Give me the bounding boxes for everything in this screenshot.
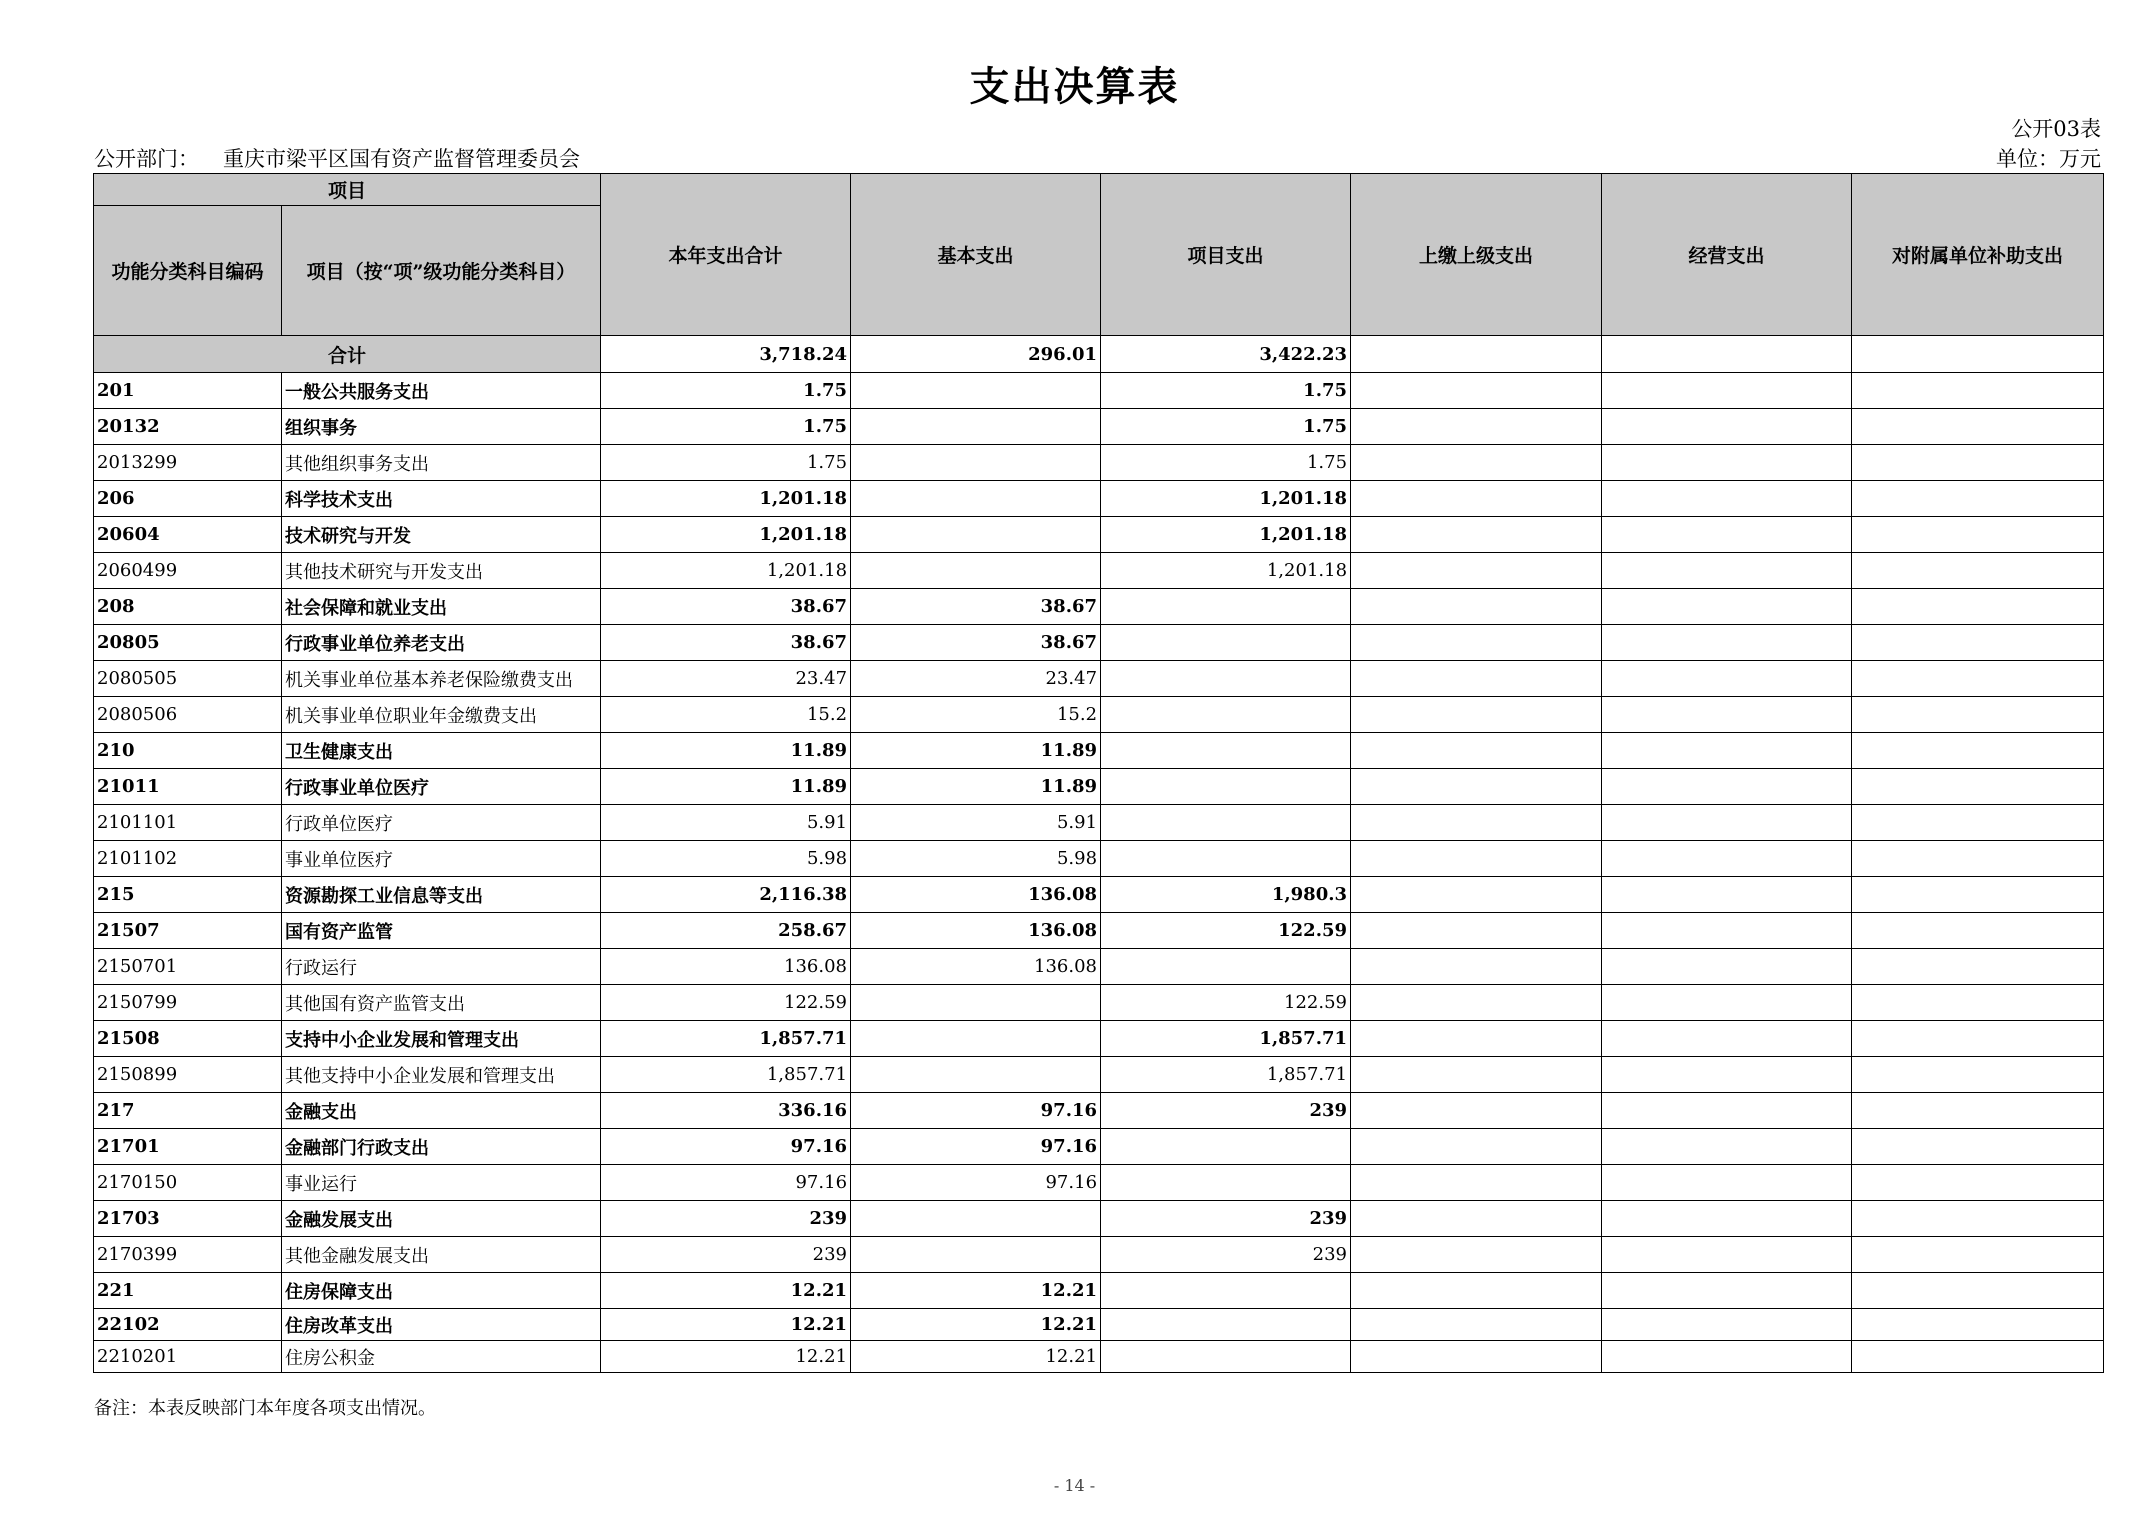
cell-code: 221 bbox=[94, 1273, 282, 1309]
cell-operating bbox=[1602, 1201, 1852, 1237]
cell-subsidy bbox=[1852, 625, 2104, 661]
cell-subsidy bbox=[1852, 445, 2104, 481]
header-subsidy: 对附属单位补助支出 bbox=[1852, 174, 2104, 336]
table-row bbox=[94, 1341, 2104, 1373]
cell-project: 1.75 bbox=[1101, 445, 1351, 481]
cell-basic: 97.16 bbox=[851, 1093, 1101, 1129]
cell-name: 事业单位医疗 bbox=[282, 841, 601, 877]
cell-operating bbox=[1602, 985, 1852, 1021]
table-row bbox=[94, 589, 2104, 625]
table-row bbox=[94, 913, 2104, 949]
cell-name: 住房保障支出 bbox=[282, 1273, 601, 1309]
cell-operating bbox=[1602, 769, 1852, 805]
cell-project: 122.59 bbox=[1101, 985, 1351, 1021]
cell-upper bbox=[1351, 1021, 1602, 1057]
cell-basic bbox=[851, 1201, 1101, 1237]
cell-total: 1,857.71 bbox=[601, 1021, 851, 1057]
cell-name: 其他金融发展支出 bbox=[282, 1237, 601, 1273]
cell-subsidy bbox=[1852, 985, 2104, 1021]
cell-code: 21507 bbox=[94, 913, 282, 949]
cell-code: 2080506 bbox=[94, 697, 282, 733]
cell-upper bbox=[1351, 1273, 1602, 1309]
page-number: - 14 - bbox=[1053, 1476, 1096, 1495]
cell-subsidy bbox=[1852, 769, 2104, 805]
cell-basic bbox=[851, 1021, 1101, 1057]
table-row bbox=[94, 1201, 2104, 1237]
cell-code: 22102 bbox=[94, 1309, 282, 1341]
cell-project: 1,857.71 bbox=[1101, 1057, 1351, 1093]
cell-upper bbox=[1351, 409, 1602, 445]
cell-name: 机关事业单位职业年金缴费支出 bbox=[282, 697, 601, 733]
cell-total: 1,201.18 bbox=[601, 481, 851, 517]
cell-operating bbox=[1602, 1165, 1852, 1201]
cell-subsidy bbox=[1852, 553, 2104, 589]
cell-operating bbox=[1602, 661, 1852, 697]
cell-project bbox=[1101, 805, 1351, 841]
cell-total: 1,857.71 bbox=[601, 1057, 851, 1093]
cell-name: 机关事业单位基本养老保险缴费支出 bbox=[282, 661, 601, 697]
cell-operating bbox=[1602, 1237, 1852, 1273]
cell-code: 2101102 bbox=[94, 841, 282, 877]
cell-subsidy bbox=[1852, 1273, 2104, 1309]
cell-operating bbox=[1602, 913, 1852, 949]
cell-operating bbox=[1602, 1341, 1852, 1373]
cell-operating bbox=[1602, 517, 1852, 553]
cell-name: 行政事业单位养老支出 bbox=[282, 625, 601, 661]
cell-basic bbox=[851, 517, 1101, 553]
cell-upper bbox=[1351, 373, 1602, 409]
cell-project bbox=[1101, 733, 1351, 769]
cell-operating bbox=[1602, 445, 1852, 481]
table-row bbox=[94, 481, 2104, 517]
cell-code: 21011 bbox=[94, 769, 282, 805]
cell-basic: 136.08 bbox=[851, 913, 1101, 949]
table-row bbox=[94, 985, 2104, 1021]
cell-project bbox=[1101, 841, 1351, 877]
cell-name: 支持中小企业发展和管理支出 bbox=[282, 1021, 601, 1057]
cell-subsidy bbox=[1852, 913, 2104, 949]
cell-subsidy bbox=[1852, 481, 2104, 517]
cell-operating bbox=[1602, 1273, 1852, 1309]
table-row bbox=[94, 1057, 2104, 1093]
cell-upper bbox=[1351, 661, 1602, 697]
cell-code: 21508 bbox=[94, 1021, 282, 1057]
cell-total: 136.08 bbox=[601, 949, 851, 985]
form-number: 公开03表 bbox=[2011, 117, 2101, 141]
cell-name: 其他国有资产监管支出 bbox=[282, 985, 601, 1021]
cell-name: 金融发展支出 bbox=[282, 1201, 601, 1237]
cell-upper bbox=[1351, 445, 1602, 481]
cell-subsidy bbox=[1852, 1309, 2104, 1341]
cell-basic: 5.98 bbox=[851, 841, 1101, 877]
cell-upper bbox=[1351, 769, 1602, 805]
cell-name: 卫生健康支出 bbox=[282, 733, 601, 769]
cell-basic: 15.2 bbox=[851, 697, 1101, 733]
cell-total: 11.89 bbox=[601, 733, 851, 769]
cell-operating bbox=[1602, 373, 1852, 409]
table-row bbox=[94, 661, 2104, 697]
cell-subsidy bbox=[1852, 1093, 2104, 1129]
cell-code: 2170150 bbox=[94, 1165, 282, 1201]
cell-name: 事业运行 bbox=[282, 1165, 601, 1201]
cell-upper bbox=[1351, 553, 1602, 589]
cell-project bbox=[1101, 697, 1351, 733]
cell-project: 1,857.71 bbox=[1101, 1021, 1351, 1057]
cell-name: 技术研究与开发 bbox=[282, 517, 601, 553]
cell-project bbox=[1101, 1273, 1351, 1309]
cell-code: 20132 bbox=[94, 409, 282, 445]
cell-project bbox=[1101, 949, 1351, 985]
table-row bbox=[94, 1309, 2104, 1341]
cell-code: 2150899 bbox=[94, 1057, 282, 1093]
table-row bbox=[94, 1165, 2104, 1201]
total-operating bbox=[1602, 336, 1852, 373]
total-row bbox=[94, 336, 2104, 373]
department-line bbox=[94, 143, 580, 173]
table-row bbox=[94, 697, 2104, 733]
table-row bbox=[94, 1093, 2104, 1129]
cell-code: 2013299 bbox=[94, 445, 282, 481]
cell-upper bbox=[1351, 949, 1602, 985]
cell-code: 206 bbox=[94, 481, 282, 517]
cell-operating bbox=[1602, 1057, 1852, 1093]
cell-basic bbox=[851, 373, 1101, 409]
table-row bbox=[94, 841, 2104, 877]
cell-subsidy bbox=[1852, 661, 2104, 697]
cell-code: 2210201 bbox=[94, 1341, 282, 1373]
cell-basic: 11.89 bbox=[851, 769, 1101, 805]
table-row bbox=[94, 733, 2104, 769]
department-name: 重庆市梁平区国有资产监督管理委员会 bbox=[223, 147, 580, 171]
cell-subsidy bbox=[1852, 1165, 2104, 1201]
cell-project bbox=[1101, 1129, 1351, 1165]
cell-name: 行政单位医疗 bbox=[282, 805, 601, 841]
cell-name: 其他技术研究与开发支出 bbox=[282, 553, 601, 589]
header-basic: 基本支出 bbox=[851, 174, 1101, 336]
cell-code: 2170399 bbox=[94, 1237, 282, 1273]
cell-project bbox=[1101, 769, 1351, 805]
table-row bbox=[94, 769, 2104, 805]
cell-name: 社会保障和就业支出 bbox=[282, 589, 601, 625]
cell-code: 201 bbox=[94, 373, 282, 409]
cell-basic bbox=[851, 409, 1101, 445]
cell-upper bbox=[1351, 1201, 1602, 1237]
cell-basic: 38.67 bbox=[851, 589, 1101, 625]
cell-upper bbox=[1351, 517, 1602, 553]
table-row bbox=[94, 445, 2104, 481]
cell-operating bbox=[1602, 877, 1852, 913]
cell-operating bbox=[1602, 949, 1852, 985]
cell-code: 208 bbox=[94, 589, 282, 625]
cell-total: 38.67 bbox=[601, 625, 851, 661]
cell-project: 1,980.3 bbox=[1101, 877, 1351, 913]
cell-name: 其他组织事务支出 bbox=[282, 445, 601, 481]
cell-code: 21703 bbox=[94, 1201, 282, 1237]
cell-name: 科学技术支出 bbox=[282, 481, 601, 517]
cell-code: 210 bbox=[94, 733, 282, 769]
cell-upper bbox=[1351, 1309, 1602, 1341]
cell-code: 20805 bbox=[94, 625, 282, 661]
department-label: 公开部门： bbox=[94, 147, 199, 171]
cell-project bbox=[1101, 625, 1351, 661]
unit-label: 单位：万元 bbox=[1996, 147, 2101, 171]
cell-total: 11.89 bbox=[601, 769, 851, 805]
cell-project: 1,201.18 bbox=[1101, 553, 1351, 589]
cell-upper bbox=[1351, 1341, 1602, 1373]
cell-basic: 5.91 bbox=[851, 805, 1101, 841]
cell-name: 组织事务 bbox=[282, 409, 601, 445]
cell-operating bbox=[1602, 481, 1852, 517]
cell-total: 5.98 bbox=[601, 841, 851, 877]
cell-project: 239 bbox=[1101, 1237, 1351, 1273]
cell-code: 2080505 bbox=[94, 661, 282, 697]
cell-basic: 136.08 bbox=[851, 949, 1101, 985]
total-label: 合计 bbox=[94, 336, 601, 373]
cell-operating bbox=[1602, 1093, 1852, 1129]
cell-basic bbox=[851, 553, 1101, 589]
cell-upper bbox=[1351, 589, 1602, 625]
cell-project bbox=[1101, 661, 1351, 697]
table-row bbox=[94, 949, 2104, 985]
cell-basic bbox=[851, 1057, 1101, 1093]
cell-subsidy bbox=[1852, 1237, 2104, 1273]
cell-upper bbox=[1351, 1237, 1602, 1273]
cell-code: 2150799 bbox=[94, 985, 282, 1021]
cell-name: 国有资产监管 bbox=[282, 913, 601, 949]
cell-total: 5.91 bbox=[601, 805, 851, 841]
cell-total: 97.16 bbox=[601, 1129, 851, 1165]
table-row bbox=[94, 553, 2104, 589]
header-total: 本年支出合计 bbox=[601, 174, 851, 336]
cell-project: 1.75 bbox=[1101, 373, 1351, 409]
cell-upper bbox=[1351, 733, 1602, 769]
cell-subsidy bbox=[1852, 1021, 2104, 1057]
cell-upper bbox=[1351, 1129, 1602, 1165]
cell-basic: 11.89 bbox=[851, 733, 1101, 769]
cell-name: 住房改革支出 bbox=[282, 1309, 601, 1341]
total-amount: 3,718.24 bbox=[601, 336, 851, 373]
cell-operating bbox=[1602, 1021, 1852, 1057]
cell-upper bbox=[1351, 481, 1602, 517]
cell-project: 1,201.18 bbox=[1101, 481, 1351, 517]
cell-total: 1.75 bbox=[601, 373, 851, 409]
table-row bbox=[94, 877, 2104, 913]
cell-project bbox=[1101, 589, 1351, 625]
cell-code: 21701 bbox=[94, 1129, 282, 1165]
cell-operating bbox=[1602, 625, 1852, 661]
cell-subsidy bbox=[1852, 841, 2104, 877]
table-row bbox=[94, 805, 2104, 841]
table-row bbox=[94, 409, 2104, 445]
cell-project bbox=[1101, 1165, 1351, 1201]
cell-upper bbox=[1351, 805, 1602, 841]
cell-project: 122.59 bbox=[1101, 913, 1351, 949]
cell-subsidy bbox=[1852, 1341, 2104, 1373]
cell-code: 2101101 bbox=[94, 805, 282, 841]
total-subsidy bbox=[1852, 336, 2104, 373]
cell-name: 行政运行 bbox=[282, 949, 601, 985]
cell-upper bbox=[1351, 1165, 1602, 1201]
cell-code: 215 bbox=[94, 877, 282, 913]
table-row bbox=[94, 1237, 2104, 1273]
header-upper: 上缴上级支出 bbox=[1351, 174, 1602, 336]
table-row bbox=[94, 373, 2104, 409]
cell-total: 122.59 bbox=[601, 985, 851, 1021]
cell-subsidy bbox=[1852, 1057, 2104, 1093]
cell-total: 1.75 bbox=[601, 445, 851, 481]
cell-basic bbox=[851, 985, 1101, 1021]
cell-upper bbox=[1351, 985, 1602, 1021]
cell-basic: 12.21 bbox=[851, 1341, 1101, 1373]
cell-total: 38.67 bbox=[601, 589, 851, 625]
cell-name: 金融支出 bbox=[282, 1093, 601, 1129]
cell-total: 258.67 bbox=[601, 913, 851, 949]
cell-name: 一般公共服务支出 bbox=[282, 373, 601, 409]
cell-total: 336.16 bbox=[601, 1093, 851, 1129]
header-project: 项目 bbox=[94, 174, 601, 206]
cell-basic: 12.21 bbox=[851, 1273, 1101, 1309]
cell-name: 资源勘探工业信息等支出 bbox=[282, 877, 601, 913]
cell-basic: 97.16 bbox=[851, 1165, 1101, 1201]
header-operating: 经营支出 bbox=[1602, 174, 1852, 336]
cell-total: 1,201.18 bbox=[601, 553, 851, 589]
cell-total: 23.47 bbox=[601, 661, 851, 697]
cell-code: 217 bbox=[94, 1093, 282, 1129]
cell-operating bbox=[1602, 841, 1852, 877]
table-row bbox=[94, 1021, 2104, 1057]
cell-subsidy bbox=[1852, 517, 2104, 553]
cell-basic: 23.47 bbox=[851, 661, 1101, 697]
cell-operating bbox=[1602, 733, 1852, 769]
cell-project bbox=[1101, 1341, 1351, 1373]
cell-project: 239 bbox=[1101, 1093, 1351, 1129]
page-title: 支出决算表 bbox=[969, 63, 1180, 110]
table-row bbox=[94, 625, 2104, 661]
cell-code: 2060499 bbox=[94, 553, 282, 589]
cell-subsidy bbox=[1852, 949, 2104, 985]
cell-basic: 12.21 bbox=[851, 1309, 1101, 1341]
cell-basic bbox=[851, 445, 1101, 481]
cell-total: 1,201.18 bbox=[601, 517, 851, 553]
cell-upper bbox=[1351, 1093, 1602, 1129]
cell-total: 12.21 bbox=[601, 1273, 851, 1309]
cell-upper bbox=[1351, 877, 1602, 913]
cell-total: 1.75 bbox=[601, 409, 851, 445]
cell-operating bbox=[1602, 805, 1852, 841]
cell-operating bbox=[1602, 1129, 1852, 1165]
cell-basic: 38.67 bbox=[851, 625, 1101, 661]
expenditure-table bbox=[93, 173, 2104, 1373]
cell-basic bbox=[851, 1237, 1101, 1273]
cell-total: 12.21 bbox=[601, 1309, 851, 1341]
table-row bbox=[94, 1273, 2104, 1309]
cell-code: 2150701 bbox=[94, 949, 282, 985]
cell-subsidy bbox=[1852, 409, 2104, 445]
cell-subsidy bbox=[1852, 1201, 2104, 1237]
cell-total: 97.16 bbox=[601, 1165, 851, 1201]
cell-subsidy bbox=[1852, 697, 2104, 733]
table-row bbox=[94, 1129, 2104, 1165]
cell-upper bbox=[1351, 697, 1602, 733]
cell-upper bbox=[1351, 841, 1602, 877]
cell-name: 住房公积金 bbox=[282, 1341, 601, 1373]
cell-upper bbox=[1351, 625, 1602, 661]
total-upper bbox=[1351, 336, 1602, 373]
total-project: 3,422.23 bbox=[1101, 336, 1351, 373]
cell-name: 行政事业单位医疗 bbox=[282, 769, 601, 805]
cell-total: 12.21 bbox=[601, 1341, 851, 1373]
total-basic: 296.01 bbox=[851, 336, 1101, 373]
cell-total: 2,116.38 bbox=[601, 877, 851, 913]
cell-subsidy bbox=[1852, 733, 2104, 769]
cell-basic bbox=[851, 481, 1101, 517]
cell-total: 239 bbox=[601, 1201, 851, 1237]
cell-project bbox=[1101, 1309, 1351, 1341]
cell-operating bbox=[1602, 697, 1852, 733]
cell-name: 金融部门行政支出 bbox=[282, 1129, 601, 1165]
cell-project: 1,201.18 bbox=[1101, 517, 1351, 553]
header-project-expense: 项目支出 bbox=[1101, 174, 1351, 336]
cell-project: 239 bbox=[1101, 1201, 1351, 1237]
cell-subsidy bbox=[1852, 589, 2104, 625]
cell-subsidy bbox=[1852, 805, 2104, 841]
cell-operating bbox=[1602, 553, 1852, 589]
cell-project: 1.75 bbox=[1101, 409, 1351, 445]
header-name: 项目（按“项”级功能分类科目） bbox=[282, 206, 601, 336]
cell-operating bbox=[1602, 1309, 1852, 1341]
cell-basic: 136.08 bbox=[851, 877, 1101, 913]
cell-subsidy bbox=[1852, 877, 2104, 913]
header-code: 功能分类科目编码 bbox=[94, 206, 282, 336]
cell-subsidy bbox=[1852, 373, 2104, 409]
cell-total: 239 bbox=[601, 1237, 851, 1273]
cell-subsidy bbox=[1852, 1129, 2104, 1165]
cell-operating bbox=[1602, 409, 1852, 445]
footnote: 备注：本表反映部门本年度各项支出情况。 bbox=[94, 1398, 436, 1419]
cell-operating bbox=[1602, 589, 1852, 625]
table-row bbox=[94, 517, 2104, 553]
cell-upper bbox=[1351, 913, 1602, 949]
cell-basic: 97.16 bbox=[851, 1129, 1101, 1165]
cell-code: 20604 bbox=[94, 517, 282, 553]
cell-name: 其他支持中小企业发展和管理支出 bbox=[282, 1057, 601, 1093]
cell-upper bbox=[1351, 1057, 1602, 1093]
cell-total: 15.2 bbox=[601, 697, 851, 733]
